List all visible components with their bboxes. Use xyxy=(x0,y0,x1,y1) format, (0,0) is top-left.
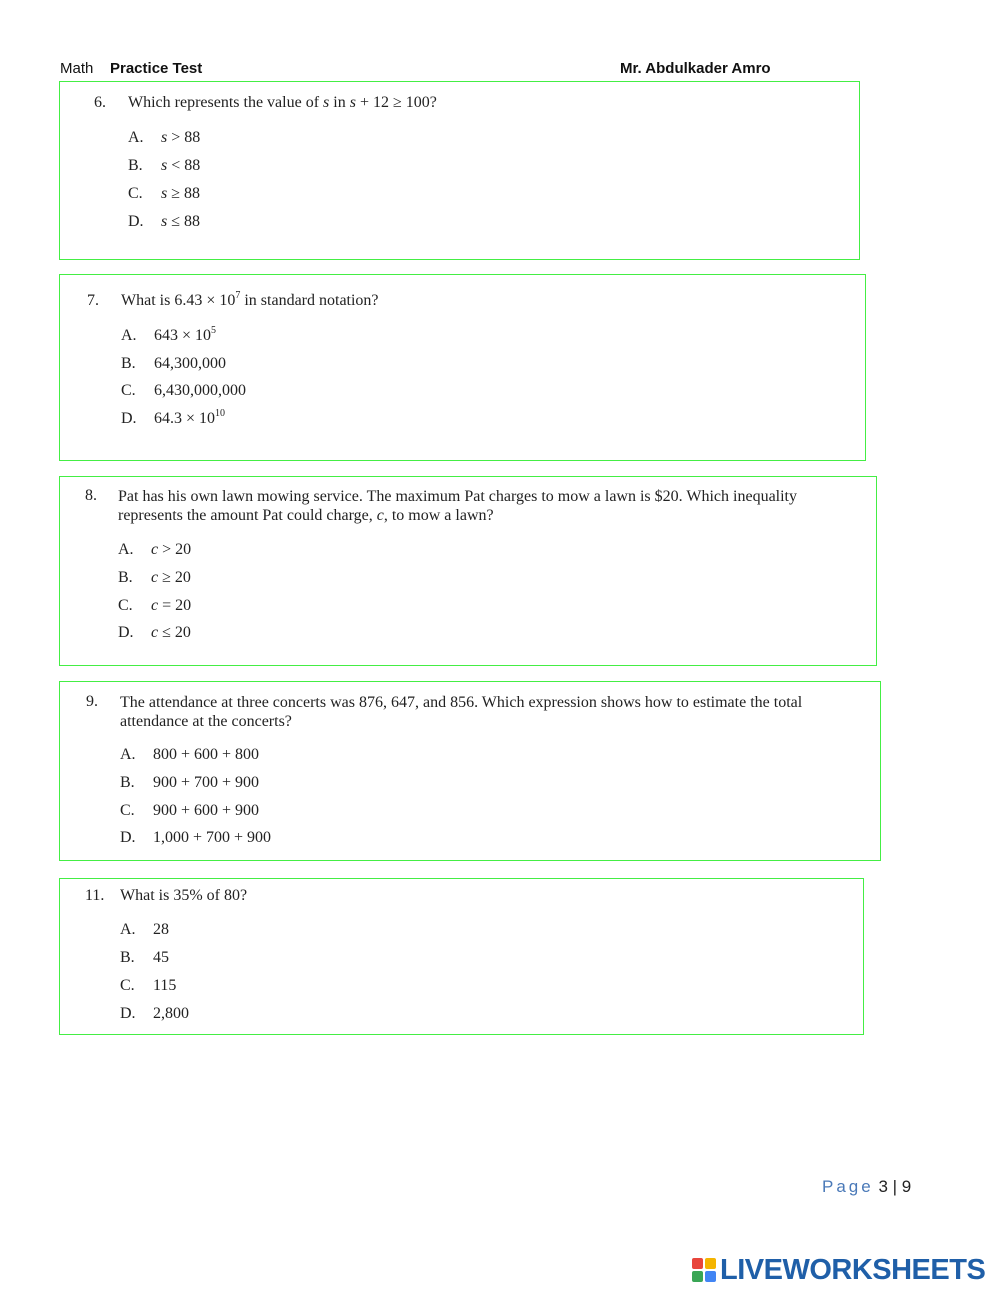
question-number: 7. xyxy=(87,292,99,309)
option-a[interactable]: A. c > 20 xyxy=(118,541,192,558)
option-b[interactable]: B. c ≥ 20 xyxy=(118,569,191,586)
liveworksheets-logo xyxy=(692,1254,985,1286)
option-d[interactable]: D. 1,000 + 700 + 900 xyxy=(120,829,272,846)
question-number: 9. xyxy=(86,693,98,710)
question-text: What is 35% of 80? xyxy=(120,887,248,904)
question-text: Which represents the value of s in s + 12 ≥ 100? xyxy=(128,94,437,111)
question-text: What is $6.43 \times 10^7$ in standard notation? xyxy=(121,290,379,309)
option-a[interactable]: A. 800 + 600 + 800 xyxy=(120,746,260,763)
option-b[interactable]: B. 900 + 700 + 900 xyxy=(120,774,260,791)
option-d[interactable]: D. s ≤ 88 xyxy=(128,213,201,230)
logo-grid-icon xyxy=(692,1258,716,1282)
option-b[interactable]: B. 45 xyxy=(120,949,169,966)
option-c[interactable]: C. 115 xyxy=(120,977,177,994)
option-d[interactable]: D. c ≤ 20 xyxy=(118,624,191,641)
question-text: Pat has his own lawn mowing service. The maximum Pat charges to mow a lawn is $20. Which inequality represents the amount Pat could charge, c, to mow a lawn? xyxy=(118,488,797,524)
test-title: Practice Test xyxy=(110,60,203,77)
question-11-box xyxy=(59,878,864,1035)
page-label: Page xyxy=(822,1177,874,1196)
logo-cell-red xyxy=(692,1258,703,1269)
question-9-box xyxy=(59,681,881,861)
page-footer xyxy=(822,1177,911,1197)
option-a[interactable]: A. $643 \times 10^5$ xyxy=(121,325,217,344)
page-number: 3 | 9 xyxy=(878,1177,912,1196)
option-a[interactable]: A. 28 xyxy=(120,921,169,938)
teacher-name: Mr. Abdulkader Amro xyxy=(620,60,771,77)
option-c[interactable]: C. 6,430,000,000 xyxy=(121,382,246,399)
option-c[interactable]: C. 900 + 600 + 900 xyxy=(120,802,260,819)
question-number: 6. xyxy=(94,94,106,111)
question-number: 11. xyxy=(85,887,105,904)
logo-cell-yellow xyxy=(705,1258,716,1269)
question-number: 8. xyxy=(85,487,97,504)
question-6-box xyxy=(59,81,860,260)
question-text: The attendance at three concerts was 876, 647, and 856. Which expression shows how to estimate the total attendance at the concerts? xyxy=(120,694,803,730)
option-a[interactable]: A. s > 88 xyxy=(128,129,201,146)
option-d[interactable]: D. 2,800 xyxy=(120,1005,189,1022)
option-b[interactable]: B. s < 88 xyxy=(128,157,201,174)
page-header xyxy=(60,60,800,80)
logo-cell-blue xyxy=(705,1271,716,1282)
logo-cell-green xyxy=(692,1271,703,1282)
question-8-box xyxy=(59,476,877,666)
option-c[interactable]: C. s ≥ 88 xyxy=(128,185,201,202)
option-b[interactable]: B. 64,300,000 xyxy=(121,355,226,372)
logo-text: LIVEWORKSHEETS xyxy=(720,1253,986,1286)
subject-label: Math xyxy=(60,60,94,77)
option-c[interactable]: C. c = 20 xyxy=(118,597,192,614)
question-7-box xyxy=(59,274,866,461)
option-d[interactable]: D. $64.3 \times 10^{10}$ xyxy=(121,408,226,427)
